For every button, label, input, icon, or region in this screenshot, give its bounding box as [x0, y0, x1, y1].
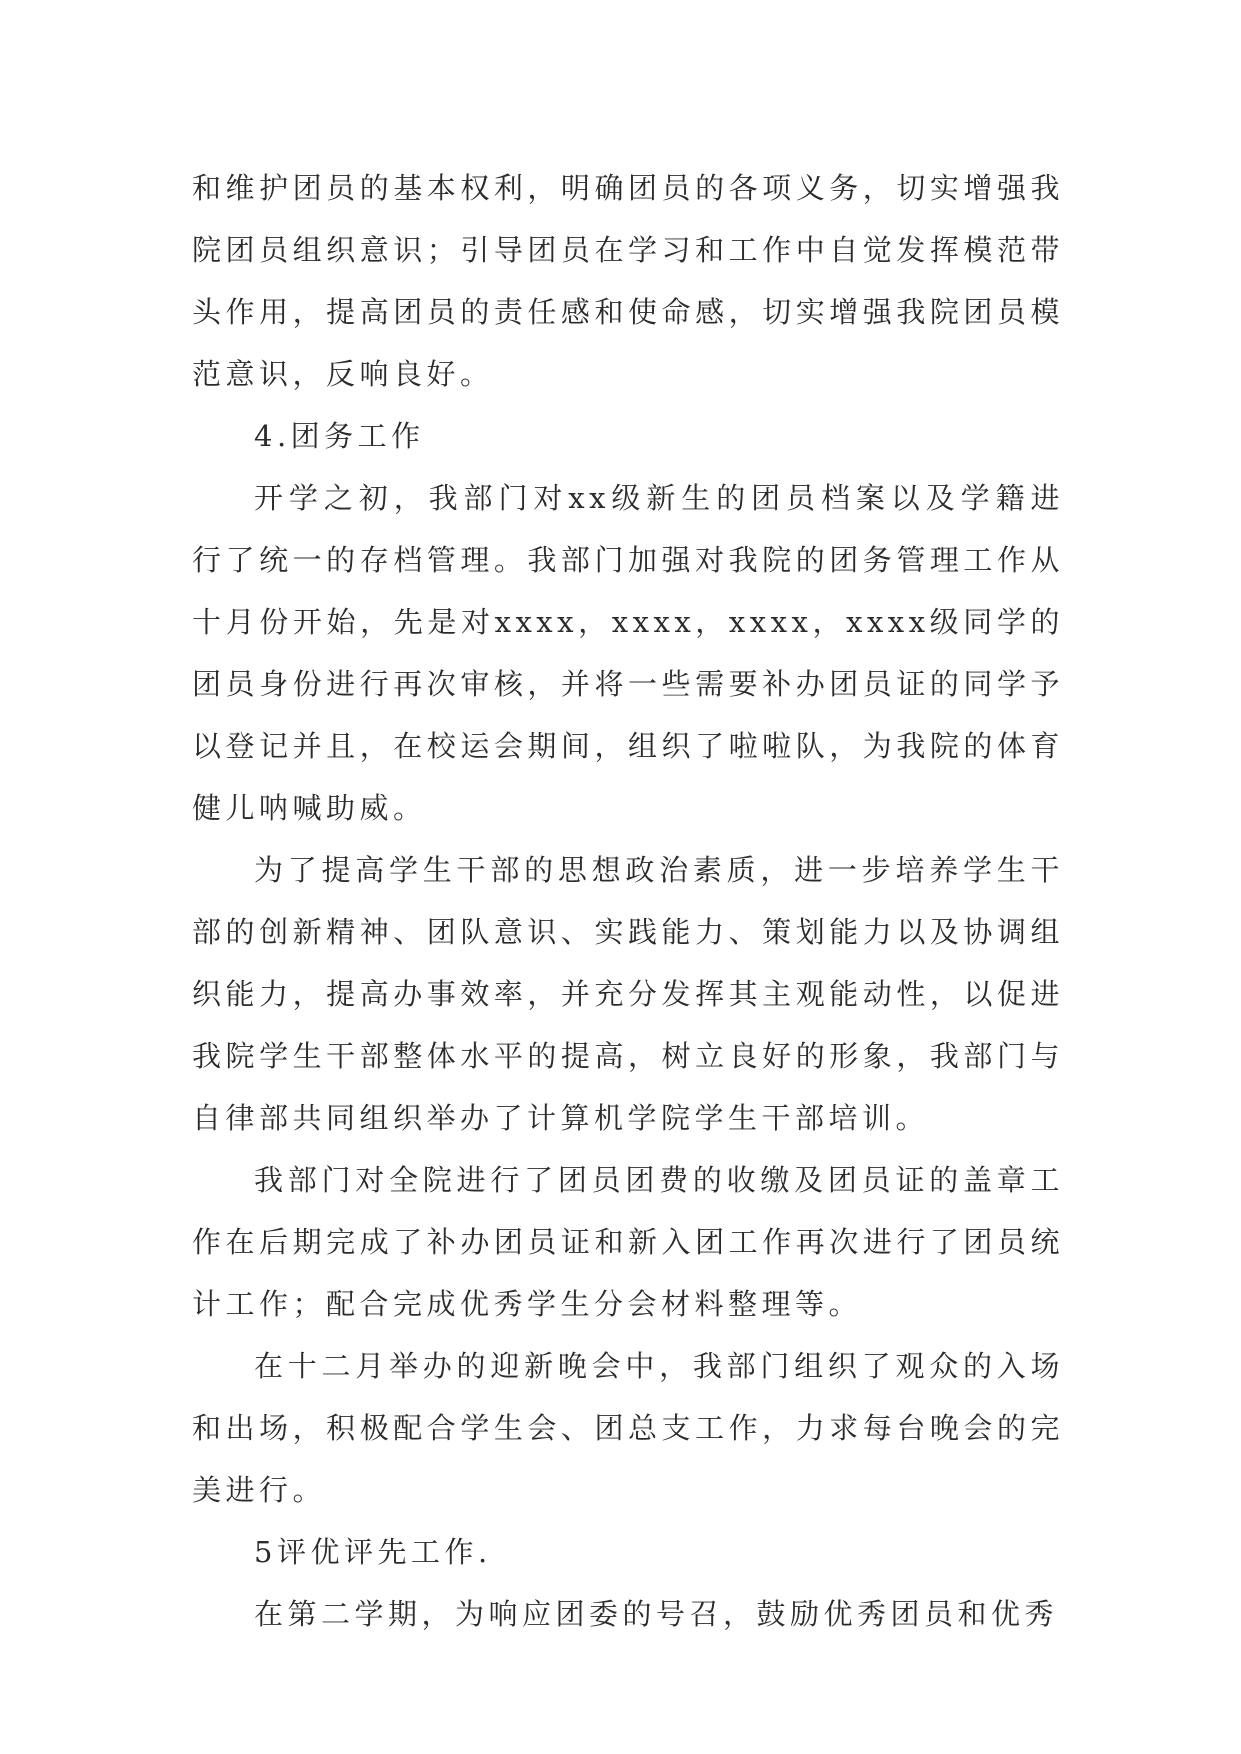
paragraph-league-fees: 我部门对全院进行了团员团费的收缴及团员证的盖章工作在后期完成了补办团员证和新入团工作再次进行了团员统计工作；配合完成优秀学生分会材料整理等。 — [192, 1163, 1064, 1321]
paragraph-second-semester: 在第二学期，为响应团委的号召，鼓励优秀团员和优秀 — [254, 1597, 1059, 1631]
paragraph-rights: 和维护团员的基本权利，明确团员的各项义务，切实增强我院团员组织意识；引导团员在学习和工作中自觉发挥模范带头作用，提高团员的责任感和使命感，切实增强我院团员模范意识，反响良好。 — [192, 171, 1064, 391]
paragraph-archive-management: 开学之初，我部门对xx级新生的团员档案以及学籍进行了统一的存档管理。我部门加强对我院的团务管理工作从十月份开始，先是对xxxx，xxxx，xxxx，xxxx级同学的团员身份进行再次审核，并将一些需要补办团员证的同学予以登记并且，在校运会期间，组织了啦啦队，为我院的体育健儿呐喊助威。 — [192, 481, 1064, 825]
document-body — [192, 157, 1064, 1645]
paragraph-welcome-party: 在十二月举办的迎新晚会中，我部门组织了观众的入场和出场，积极配合学生会、团总支工作，力求每台晚会的完美进行。 — [192, 1349, 1064, 1507]
paragraph-cadre-training: 为了提高学生干部的思想政治素质，进一步培养学生干部的创新精神、团队意识、实践能力、策划能力以及协调组织能力，提高办事效率，并充分发挥其主观能动性，以促进我院学生干部整体水平的提高，树立良好的形象，我部门与自律部共同组织举办了计算机学院学生干部培训。 — [192, 853, 1064, 1135]
section-heading-evaluation: 5评优评先工作. — [254, 1535, 492, 1569]
section-heading-league-affairs: 4.团务工作 — [254, 419, 425, 453]
